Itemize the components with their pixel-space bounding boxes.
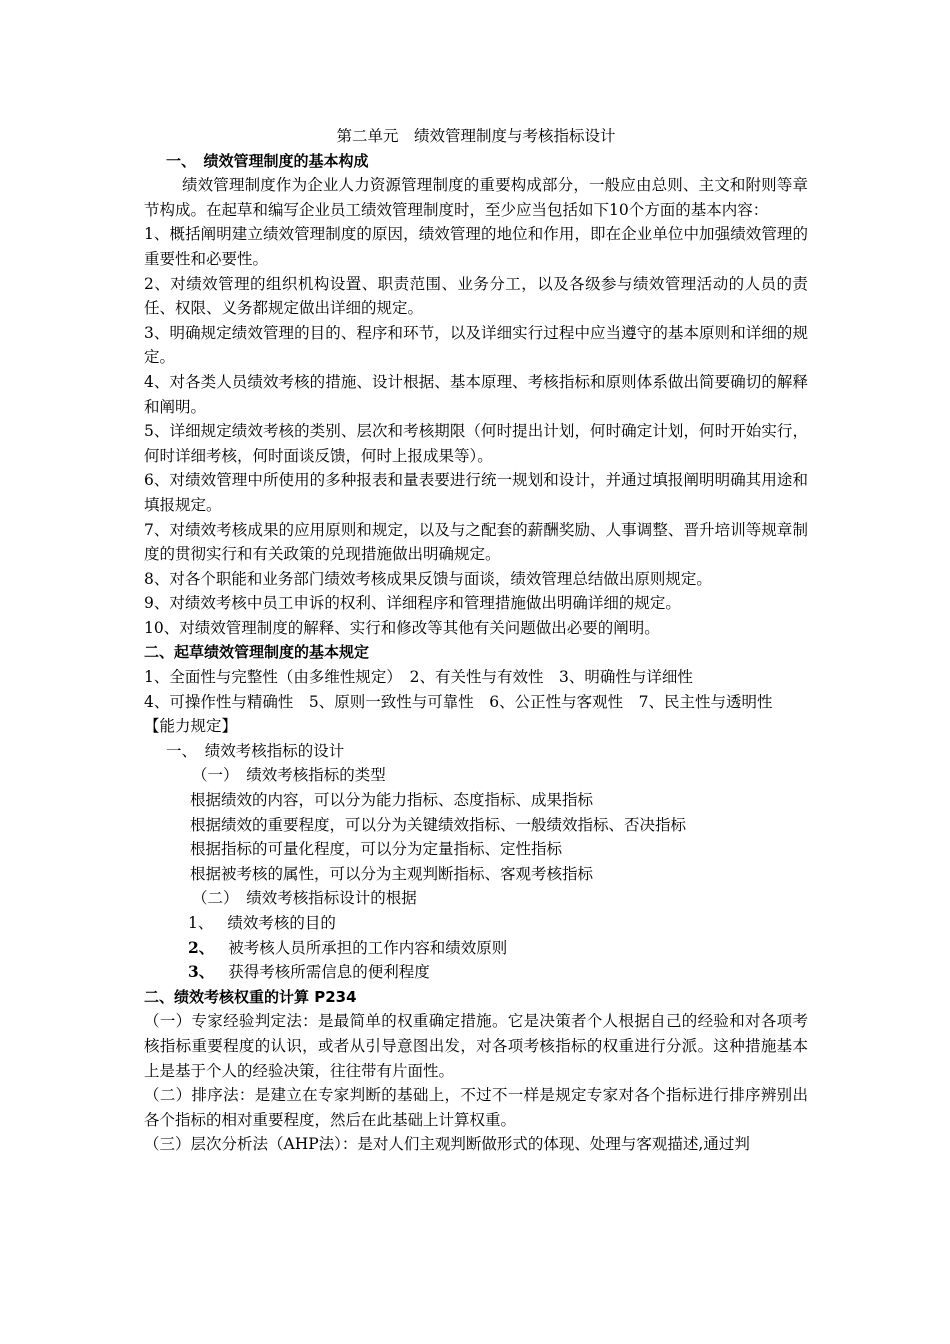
page-title: 第二单元 绩效管理制度与考核指标设计 bbox=[336, 127, 616, 145]
list-item: 9、对绩效考核中员工申诉的权利、详细程序和管理措施做出明确详细的规定。 bbox=[144, 594, 681, 613]
basis-number: 2、 bbox=[188, 937, 215, 957]
basis-text: 获得考核所需信息的便利程度 bbox=[228, 963, 430, 982]
intro-paragraph: 绩效管理制度作为企业人力资源管理制度的重要构成部分，一般应由总则、主文和附则等章节构成。在起草和编写企业员工绩效管理制度时，至少应当包括如下10个方面的基本内容： bbox=[144, 176, 808, 219]
list-item: 2、对绩效管理的组织机构设置、职责范围、业务分工，以及各级参与绩效管理活动的人员的责任、权限、义务都规定做出详细的规定。 bbox=[144, 274, 808, 318]
type-item: 根据被考核的属性，可以分为主观判断指标、客观考核指标 bbox=[190, 864, 594, 883]
list-item: 5、详细规定绩效考核的类别、层次和考核期限（何时提出计划，何时确定计划，何时开始实行，何时详细考核，何时面谈反馈，何时上报成果等）。 bbox=[144, 422, 808, 465]
type-item: 根据绩效的重要程度，可以分为关键绩效指标、一般绩效指标、否决指标 bbox=[190, 815, 687, 834]
list-item: 6、对绩效管理中所使用的多种报表和量表要进行统一规划和设计，并通过填报阐明明确其用途和填报规定。 bbox=[144, 471, 808, 514]
types-heading: （一） 绩效考核指标的类型 bbox=[192, 766, 386, 785]
list-item: 8、对各个职能和业务部门绩效考核成果反馈与面谈，绩效管理总结做出原则规定。 bbox=[144, 569, 712, 588]
basis-item bbox=[144, 960, 808, 985]
section-heading-3: 二、绩效考核权重的计算 P234 bbox=[144, 987, 357, 1006]
list-item: 1、概括阐明建立绩效管理制度的原因，绩效管理的地位和作用，即在企业单位中加强绩效管理的重要性和必要性。 bbox=[144, 225, 808, 268]
document-page bbox=[144, 124, 808, 1157]
method-paragraph: （三）层次分析法（AHP法）：是对人们主观判断做形式的体现、处理与客观描述,通过判 bbox=[144, 1135, 750, 1154]
basis-text: 绩效考核的目的 bbox=[227, 914, 336, 932]
list-item: 3、明确规定绩效管理的目的、程序和环节，以及详细实行过程中应当遵守的基本原则和详细的规定。 bbox=[144, 323, 808, 367]
method-paragraph: （二）排序法：是建立在专家判断的基础上，不过不一样是规定专家对各个指标进行排序辨别出各个指标的相对重要程度，然后在此基础上计算权重。 bbox=[144, 1086, 808, 1129]
basis-item bbox=[144, 936, 808, 961]
method-paragraph: （一）专家经验判定法：是最简单的权重确定措施。它是决策者个人根据自己的经验和对各项考核指标重要程度的认识，或者从引导意图出发，对各项考核指标的权重进行分派。这种措施基本上是基于个人的经验决策，往往带有片面性。 bbox=[144, 1012, 808, 1080]
type-item: 根据指标的可量化程度，可以分为定量指标、定性指标 bbox=[190, 840, 563, 859]
basis-number: 1、 bbox=[188, 914, 214, 932]
basis-text: 被考核人员所承担的工作内容和绩效原则 bbox=[228, 938, 508, 957]
basis-number: 3、 bbox=[188, 962, 215, 982]
section-heading-2: 二、起草绩效管理制度的基本规定 bbox=[144, 643, 370, 662]
type-item: 根据绩效的内容，可以分为能力指标、态度指标、成果指标 bbox=[190, 791, 594, 810]
rules-line: 1、全面性与完整性（由多维性规定） 2、有关性与有效性 3、明确性与详细性 bbox=[144, 668, 693, 687]
section-heading-1: 一、 绩效管理制度的基本构成 bbox=[166, 151, 369, 170]
basis-item bbox=[144, 911, 808, 936]
list-item: 7、对绩效考核成果的应用原则和规定，以及与之配套的薪酬奖励、人事调整、晋升培训等规章制度的贯彻实行和有关政策的兑现措施做出明确规定。 bbox=[144, 520, 808, 564]
list-item: 4、对各类人员绩效考核的措施、设计根据、基本原理、考核指标和原则体系做出简要确切的解释和阐明。 bbox=[144, 372, 808, 416]
ability-heading: 【能力规定】 bbox=[144, 717, 238, 736]
rules-line: 4、可操作性与精确性 5、原则一致性与可靠性 6、公正性与客观性 7、民主性与透明性 bbox=[144, 692, 773, 711]
ability-subheading: 一、 绩效考核指标的设计 bbox=[166, 741, 345, 760]
list-item: 10、对绩效管理制度的解释、实行和修改等其他有关问题做出必要的阐明。 bbox=[144, 618, 660, 637]
basis-heading: （二） 绩效考核指标设计的根据 bbox=[192, 889, 417, 908]
